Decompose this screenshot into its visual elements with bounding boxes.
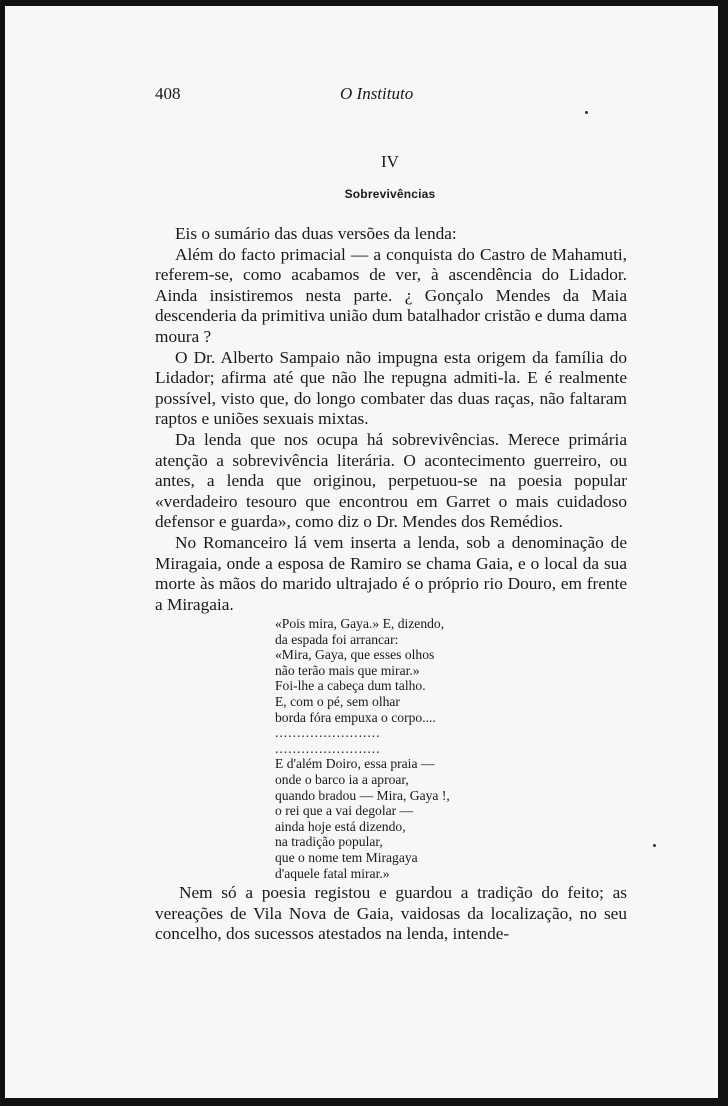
poem-line: não terão mais que mirar.»	[275, 662, 420, 678]
paragraph: Eis o sumário das duas versões da lenda:	[175, 224, 457, 243]
print-speck	[585, 111, 588, 114]
paragraph: Da lenda que nos ocupa há sobrevivências. Merece primária atenção a sobrevivência literária. O acontecimento guerreiro, ou antes, a lenda que originou, perpetuou-se na poesia popular «verdadeiro tesouro que encontrou em Garret o mais cuidadoso defensor e guarda», como diz o Dr. Mendes dos Remédios.	[155, 429, 627, 532]
poem-line: «Pois mira, Gaya.» E, dizendo,	[275, 616, 445, 631]
poem-line: «Mira, Gaya, que esses olhos	[275, 647, 435, 663]
poem-line: d'aquele fatal mirar.»	[275, 865, 390, 881]
poem-line: da espada foi arrancar:	[275, 631, 399, 647]
paragraph: Além do facto primacial — a conquista do Castro de Mahamuti, referem-se, como acabamos de ver, à ascendência do Lidador. Ainda insistiremos nesta parte. ¿ Gonçalo Mendes da Maia descenderia da primitiva união dum batalhador cristão e duma dama moura ?	[155, 244, 627, 346]
poem-line: na tradição popular,	[275, 834, 383, 850]
paragraph: O Dr. Alberto Sampaio não impugna esta origem da família do Lidador; afirma até que não lhe repugna admiti-la. E é realmente possível, visto que, do longo combater das duas raças, não faltaram raptos e uniões sexuais mixtas.	[155, 347, 627, 429]
section-title: Sobrevivências	[344, 187, 436, 201]
running-title: O Instituto	[340, 84, 414, 103]
paragraph: No Romanceiro lá vem inserta a lenda, sob a denominação de Miragaia, onde a esposa de Ramiro se chama Gaia, e o local da sua morte às mãos do marido ultrajado é o próprio rio Douro, em frente a Miragaia.	[155, 532, 627, 614]
paragraph: Nem só a poesia registou e guardou a tradição do feito; as vereações de Vila Nova de Gaia, vaidosas da localização, no seu concelho, dos sucessos atestados na lenda, intende-	[155, 883, 627, 944]
body-text	[155, 224, 627, 615]
page-header	[155, 84, 625, 108]
ellipsis-line: ........................	[275, 740, 381, 756]
poem-line: ainda hoje está dizendo,	[275, 818, 406, 834]
print-speck	[653, 844, 656, 847]
poem-line: quando bradou — Mira, Gaya !,	[275, 787, 450, 803]
page-number: 408	[155, 84, 181, 103]
poem-line: E, com o pé, sem olhar	[275, 693, 400, 709]
poem-line: E d'além Doiro, essa praia —	[275, 756, 435, 772]
poem-quotation	[275, 616, 495, 881]
poem-line: que o nome tem Miragaya	[275, 849, 418, 865]
closing-text	[155, 883, 627, 945]
poem-line: onde o barco ia a aproar,	[275, 771, 409, 787]
poem-line: o rei que a vai degolar —	[275, 803, 414, 819]
ellipsis-line: ........................	[275, 725, 381, 741]
poem-line: Foi-lhe a cabeça dum talho.	[275, 678, 426, 694]
section-number: IV	[381, 152, 399, 171]
poem-line: borda fóra empuxa o corpo....	[275, 709, 436, 725]
